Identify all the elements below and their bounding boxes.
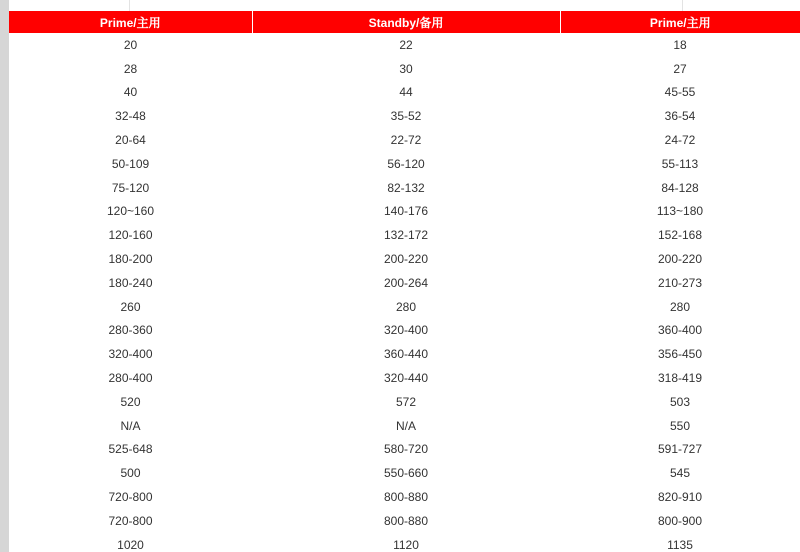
table-row — [9, 509, 800, 533]
table-row — [9, 414, 800, 438]
cell-prime-1: 280-400 — [108, 371, 153, 386]
cell-prime-1: 28 — [123, 61, 138, 76]
cell-standby: 22-72 — [390, 133, 422, 148]
cell-prime-2: 84-128 — [661, 180, 699, 195]
cell-standby: 200-264 — [383, 275, 429, 290]
cell-prime-1: 20-64 — [115, 133, 146, 148]
left-gutter — [0, 0, 9, 552]
power-rating-table — [9, 11, 800, 552]
cell-prime-1: 720-800 — [108, 490, 153, 505]
cell-standby: 320-440 — [383, 371, 429, 386]
cell-standby: 44 — [399, 85, 413, 100]
cell-standby: 140-176 — [383, 204, 429, 219]
header-row — [9, 11, 800, 33]
table-row — [9, 485, 800, 509]
table-container — [9, 11, 800, 552]
cell-prime-2: 550 — [669, 418, 691, 433]
cell-standby: 572 — [395, 394, 417, 409]
header-prime-2: Prime/主用 — [560, 11, 800, 33]
cell-standby: 800-880 — [383, 490, 429, 505]
cell-prime-2: 36-54 — [664, 109, 696, 124]
table-row — [9, 57, 800, 81]
cell-standby: 35-52 — [390, 109, 422, 124]
table-row — [9, 342, 800, 366]
cell-prime-1: 40 — [123, 85, 138, 100]
cell-prime-1: 20 — [123, 37, 138, 52]
table-row — [9, 533, 800, 552]
cell-standby: 30 — [399, 61, 413, 76]
cell-standby: 360-440 — [383, 347, 429, 362]
table-row — [9, 295, 800, 319]
cell-standby: 1120 — [393, 537, 419, 552]
cell-standby: 580-720 — [383, 442, 429, 457]
table-row — [9, 223, 800, 247]
table-row — [9, 319, 800, 343]
table-row — [9, 200, 800, 224]
cell-prime-2: 591-727 — [657, 442, 703, 457]
cell-standby: 132-172 — [383, 228, 429, 243]
cell-prime-1: 180-200 — [108, 252, 153, 267]
table-row — [9, 81, 800, 105]
table-body — [9, 33, 800, 552]
cell-prime-1: 320-400 — [108, 347, 153, 362]
table-row — [9, 33, 800, 57]
table-row — [9, 104, 800, 128]
cell-prime-1: 180-240 — [108, 275, 153, 290]
table-row — [9, 366, 800, 390]
header-prime-1: Prime/主用 — [9, 11, 252, 33]
table-top-strip — [9, 0, 800, 11]
cell-standby: N/A — [395, 418, 416, 433]
cell-standby: 56-120 — [387, 156, 425, 171]
cell-prime-2: 280 — [669, 299, 691, 314]
cell-prime-1: 120-160 — [108, 228, 153, 243]
cell-prime-1: 1020 — [117, 537, 144, 552]
cell-prime-2: 1135 — [667, 537, 693, 552]
cell-prime-1: 280-360 — [108, 323, 153, 338]
cell-prime-2: 55-113 — [661, 156, 699, 171]
table-row — [9, 176, 800, 200]
cell-prime-2: 318-419 — [657, 371, 703, 386]
cell-standby: 550-660 — [383, 466, 429, 481]
cell-prime-1: N/A — [120, 418, 141, 433]
cell-prime-2: 356-450 — [657, 347, 703, 362]
cell-prime-2: 200-220 — [657, 252, 703, 267]
table-row — [9, 390, 800, 414]
cell-prime-2: 820-910 — [657, 490, 703, 505]
cell-prime-1: 525-648 — [108, 442, 153, 457]
cell-prime-2: 210-273 — [657, 275, 703, 290]
cell-standby: 800-880 — [383, 513, 429, 528]
cell-standby: 200-220 — [383, 252, 429, 267]
cell-prime-1: 260 — [120, 299, 141, 314]
table-row — [9, 128, 800, 152]
cell-prime-2: 18 — [673, 37, 687, 52]
cell-prime-1: 720-800 — [108, 513, 153, 528]
cell-prime-2: 800-900 — [657, 513, 703, 528]
cell-prime-1: 500 — [120, 466, 141, 481]
cell-prime-2: 360-400 — [657, 323, 703, 338]
cell-prime-2: 503 — [669, 394, 691, 409]
header-standby: Standby/备用 — [252, 11, 560, 33]
cell-prime-1: 75-120 — [111, 180, 150, 195]
table-row — [9, 438, 800, 462]
cell-prime-2: 24-72 — [664, 133, 696, 148]
cell-standby: 22 — [399, 37, 413, 52]
cell-prime-1: 520 — [120, 394, 141, 409]
table-header — [9, 11, 800, 33]
cell-prime-1: 32-48 — [115, 109, 146, 124]
table-row — [9, 247, 800, 271]
table-row — [9, 461, 800, 485]
cell-prime-2: 27 — [673, 61, 687, 76]
table-row — [9, 152, 800, 176]
cell-standby: 280 — [395, 299, 417, 314]
cell-standby: 82-132 — [387, 180, 425, 195]
cell-prime-1: 120~160 — [106, 204, 155, 219]
cell-standby: 320-400 — [383, 323, 429, 338]
column-divider-mark — [682, 0, 683, 11]
cell-prime-2: 545 — [669, 466, 691, 481]
cell-prime-2: 152-168 — [657, 228, 703, 243]
cell-prime-2: 45-55 — [664, 85, 696, 100]
column-divider-mark — [129, 0, 130, 11]
cell-prime-2: 113~180 — [656, 204, 704, 219]
table-row — [9, 271, 800, 295]
cell-prime-1: 50-109 — [111, 156, 150, 171]
